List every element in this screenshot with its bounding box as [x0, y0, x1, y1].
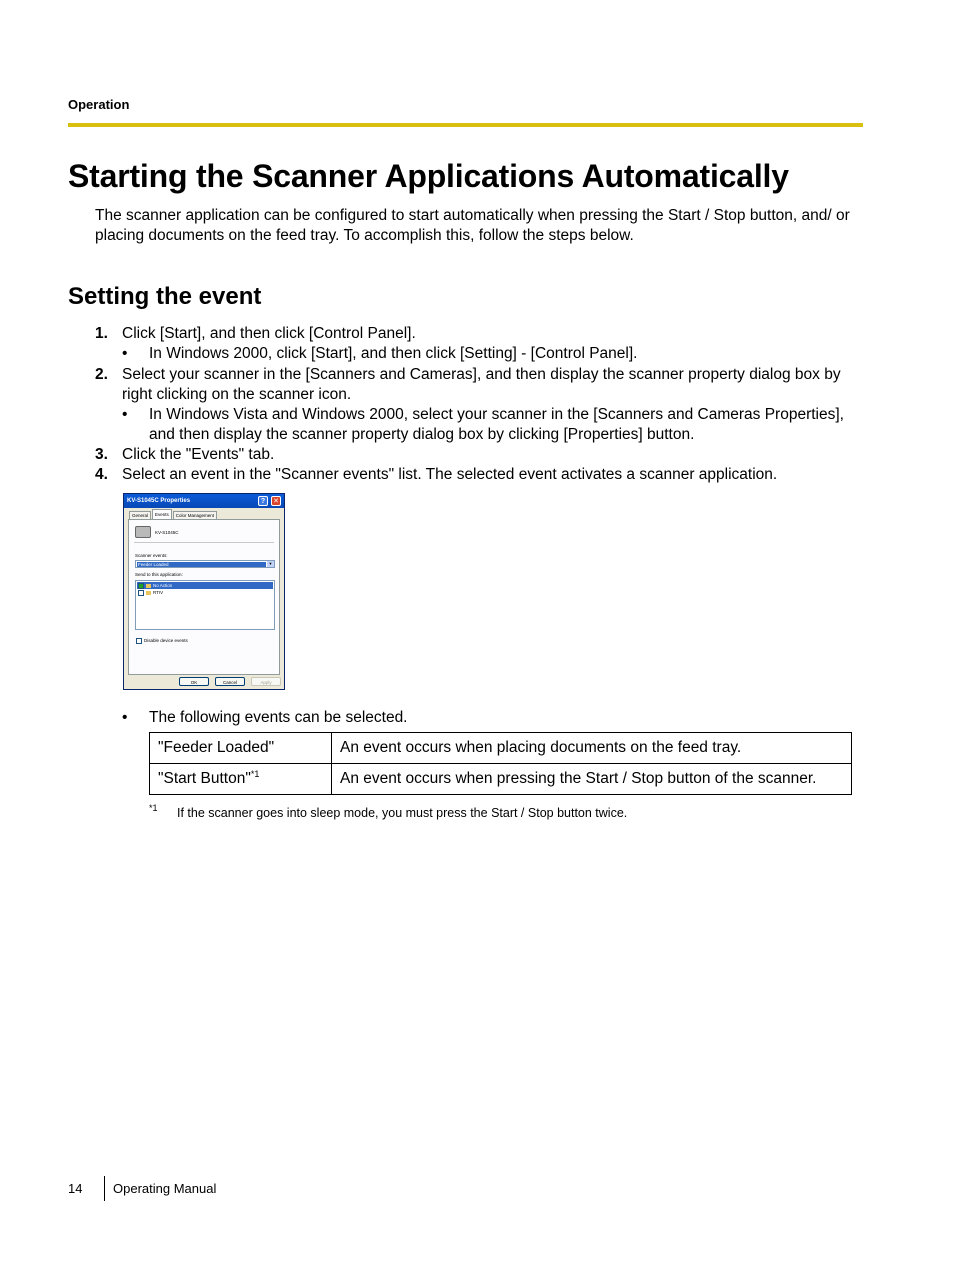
scanner-icon — [135, 526, 151, 538]
footer-title: Operating Manual — [113, 1181, 217, 1196]
event-name: "Feeder Loaded" — [150, 733, 332, 764]
footnote-ref: *1 — [250, 768, 260, 779]
checkbox-icon[interactable] — [138, 590, 144, 596]
list-item[interactable] — [137, 589, 273, 596]
event-description: An event occurs when pressing the Start / Stop button of the scanner. — [332, 764, 852, 795]
step-number: 4. — [95, 466, 108, 483]
list-item[interactable] — [137, 582, 273, 589]
step-number: 1. — [95, 325, 108, 342]
events-panel — [128, 519, 280, 675]
table-row — [150, 764, 852, 795]
app-name: No Action — [153, 583, 173, 588]
header-rule — [68, 123, 863, 127]
checkbox-icon[interactable] — [136, 638, 142, 644]
step-text: Select your scanner in the [Scanners and Cameras], and then display the scanner property dialog box by right clicking on the scanner icon. — [122, 366, 841, 403]
bullet-icon: • — [122, 406, 128, 423]
ok-button[interactable]: OK — [179, 677, 209, 686]
selected-event: Feeder Loaded — [137, 562, 266, 567]
footer-divider — [104, 1176, 105, 1201]
close-icon[interactable]: ✕ — [271, 496, 281, 506]
footnote-mark: *1 — [149, 803, 158, 813]
tab-events[interactable]: Events — [152, 509, 172, 519]
application-list[interactable] — [135, 580, 275, 630]
disable-events-option[interactable] — [135, 638, 188, 644]
divider — [134, 542, 274, 543]
step-number: 3. — [95, 446, 108, 463]
step-number: 2. — [95, 366, 108, 383]
note-text: In Windows Vista and Windows 2000, select your scanner in the [Scanners and Cameras Properties], and then display the scanner property dialog box by clicking [Properties] button. — [149, 406, 844, 443]
event-description: An event occurs when placing documents on the feed tray. — [332, 733, 852, 764]
help-icon[interactable]: ? — [258, 496, 268, 506]
properties-dialog-screenshot — [123, 493, 285, 690]
dialog-tabs — [129, 511, 218, 519]
page-number: 14 — [68, 1181, 83, 1196]
bullet-icon: • — [122, 709, 128, 726]
section-label: Operation — [68, 97, 130, 112]
events-table — [149, 732, 852, 795]
app-name: RTIV — [153, 590, 164, 595]
chevron-down-icon[interactable]: ▼ — [268, 561, 273, 566]
device-name: KV-S1045C — [155, 530, 179, 535]
scanner-events-label: Scanner events: — [135, 553, 168, 558]
checkbox-icon[interactable] — [138, 583, 144, 589]
step-text: Click the "Events" tab. — [122, 446, 275, 463]
event-name: "Start Button"$^{*1}$ — [150, 764, 332, 795]
folder-icon — [146, 584, 151, 588]
table-row — [150, 733, 852, 764]
dialog-titlebar — [124, 494, 284, 508]
tab-general[interactable]: General — [129, 511, 151, 519]
events-intro-text: The following events can be selected. — [149, 709, 408, 726]
note-text: In Windows 2000, click [Start], and then click [Setting] - [Control Panel]. — [149, 345, 638, 362]
intro-paragraph: The scanner application can be configured to start automatically when pressing the Start / Stop button, and/ or placing documents on the feed tray. To accomplish this, follow the steps below. — [95, 207, 850, 244]
bullet-icon: • — [122, 345, 128, 362]
step-text: Click [Start], and then click [Control Panel]. — [122, 325, 416, 342]
section-subtitle: Setting the event — [68, 283, 262, 310]
step-text: Select an event in the "Scanner events" list. The selected event activates a scanner application. — [122, 466, 778, 483]
cancel-button[interactable]: Cancel — [215, 677, 245, 686]
dialog-title: KV-S1045C Properties — [127, 498, 191, 504]
footnote-text: If the scanner goes into sleep mode, you must press the Start / Stop button twice. — [177, 806, 628, 820]
apply-button[interactable]: Apply — [251, 677, 281, 686]
tab-color-management[interactable]: Color Management — [173, 511, 217, 519]
disable-events-label: Disable device events — [144, 638, 188, 644]
page-title: Starting the Scanner Applications Automatically — [68, 158, 789, 194]
send-to-label: Send to this application: — [135, 572, 183, 577]
scanner-events-select[interactable] — [135, 560, 275, 568]
app-icon — [146, 591, 151, 595]
